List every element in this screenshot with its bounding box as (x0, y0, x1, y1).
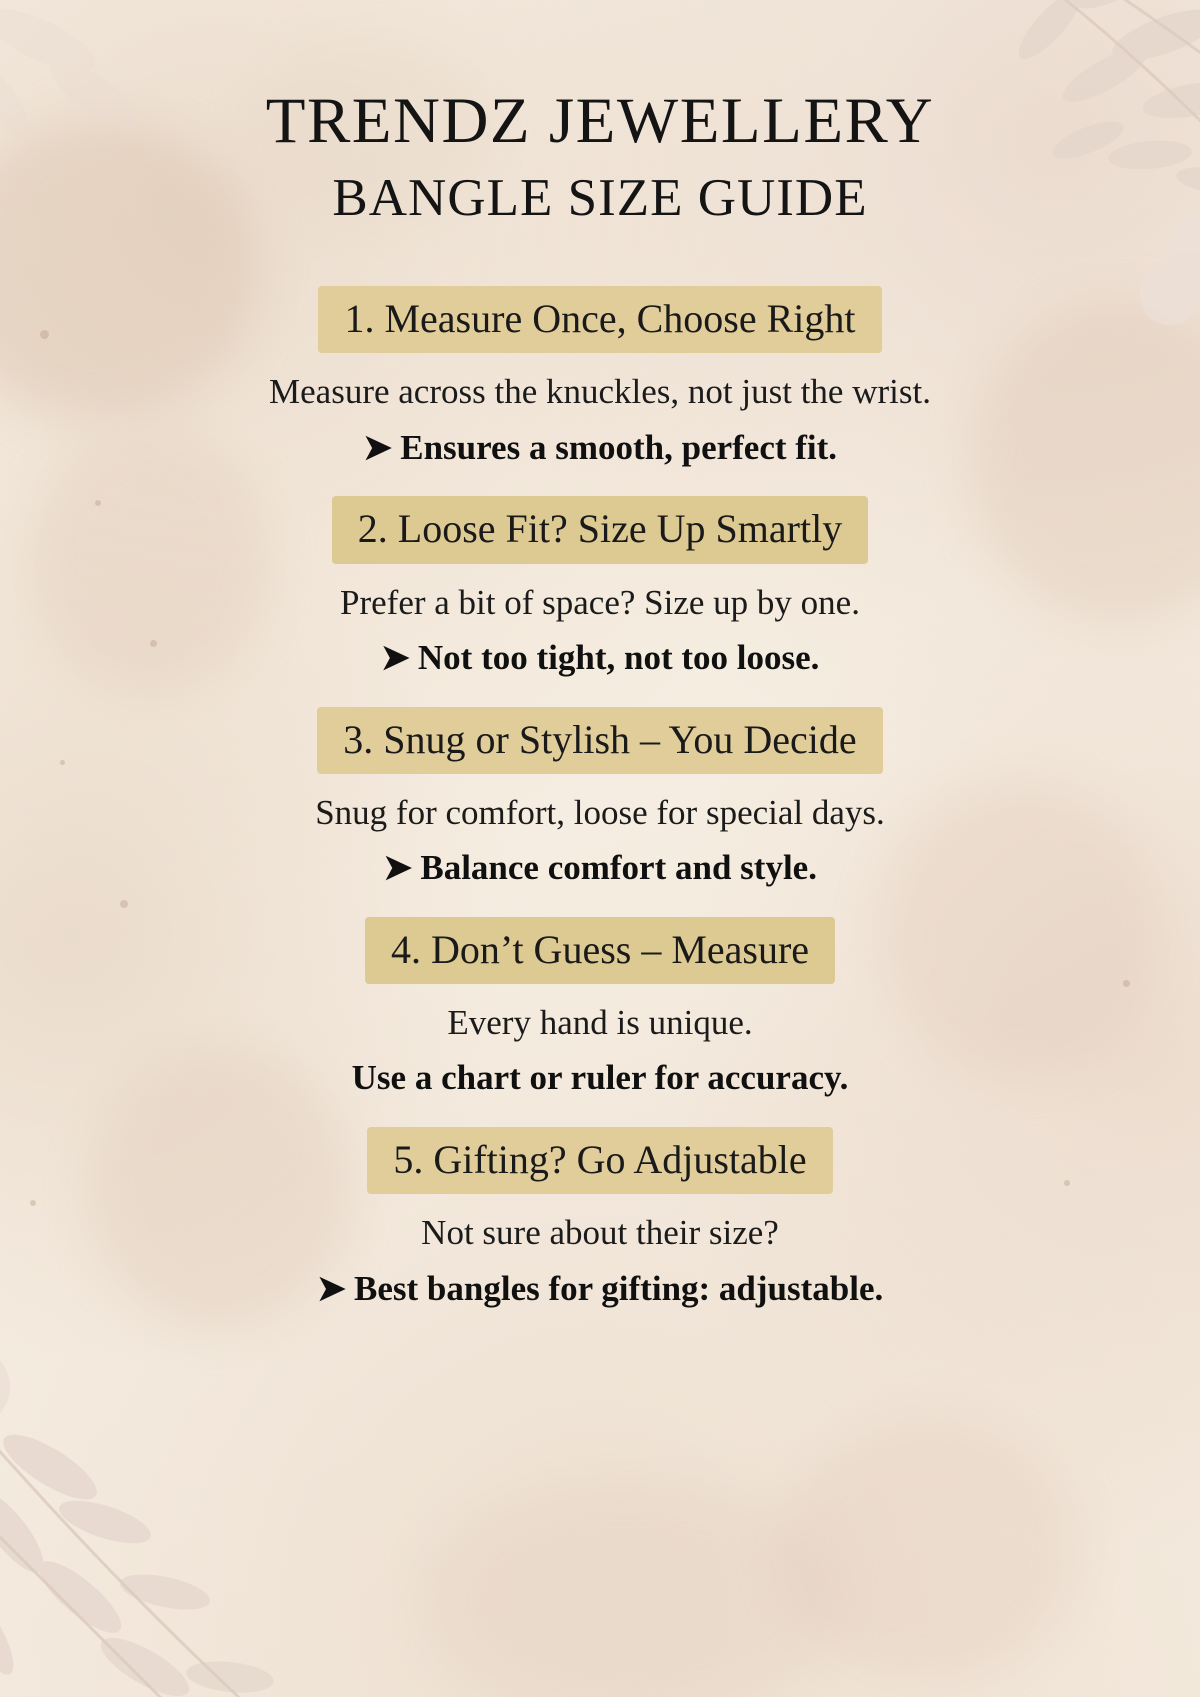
tip-body: Not sure about their size? (421, 1213, 779, 1253)
tip-note (60, 1266, 1140, 1312)
page-subtitle: BANGLE SIZE GUIDE (332, 169, 868, 228)
tip-heading: 1. Measure Once, Choose Right (318, 286, 881, 353)
tip-note (60, 425, 1140, 471)
tip-item (60, 707, 1140, 891)
tips-list (60, 286, 1140, 1311)
arrow-icon: ➤ (383, 848, 413, 888)
arrow-icon: ➤ (316, 1268, 347, 1308)
tip-heading: 4. Don’t Guess – Measure (365, 917, 835, 984)
tip-body: Measure across the knuckles, not just the wrist. (269, 372, 931, 412)
tip-note (60, 635, 1140, 681)
tip-note-text: Ensures a smooth, perfect fit. (400, 427, 838, 467)
tip-body: Every hand is unique. (447, 1002, 753, 1042)
tip-note-text: Balance comfort and style. (420, 848, 817, 888)
arrow-icon: ➤ (362, 427, 393, 467)
tip-note-text: Best bangles for gifting: adjustable. (354, 1268, 884, 1308)
tip-note (60, 845, 1140, 891)
arrow-icon: ➤ (380, 638, 410, 678)
tip-item (60, 917, 1140, 1101)
tip-note (60, 1055, 1140, 1101)
tip-item (60, 496, 1140, 680)
tip-heading: 2. Loose Fit? Size Up Smartly (332, 496, 868, 563)
tip-note-text: Not too tight, not too loose. (417, 638, 820, 678)
tip-body: Snug for comfort, loose for special days. (315, 792, 885, 832)
tip-body: Prefer a bit of space? Size up by one. (340, 582, 860, 622)
tip-item (60, 286, 1140, 470)
tip-heading: 3. Snug or Stylish – You Decide (317, 707, 882, 774)
page-title: TRENDZ JEWELLERY (265, 85, 935, 157)
tip-heading: 5. Gifting? Go Adjustable (367, 1127, 832, 1194)
tip-note-text: Use a chart or ruler for accuracy. (351, 1058, 849, 1098)
tip-item (60, 1127, 1140, 1311)
